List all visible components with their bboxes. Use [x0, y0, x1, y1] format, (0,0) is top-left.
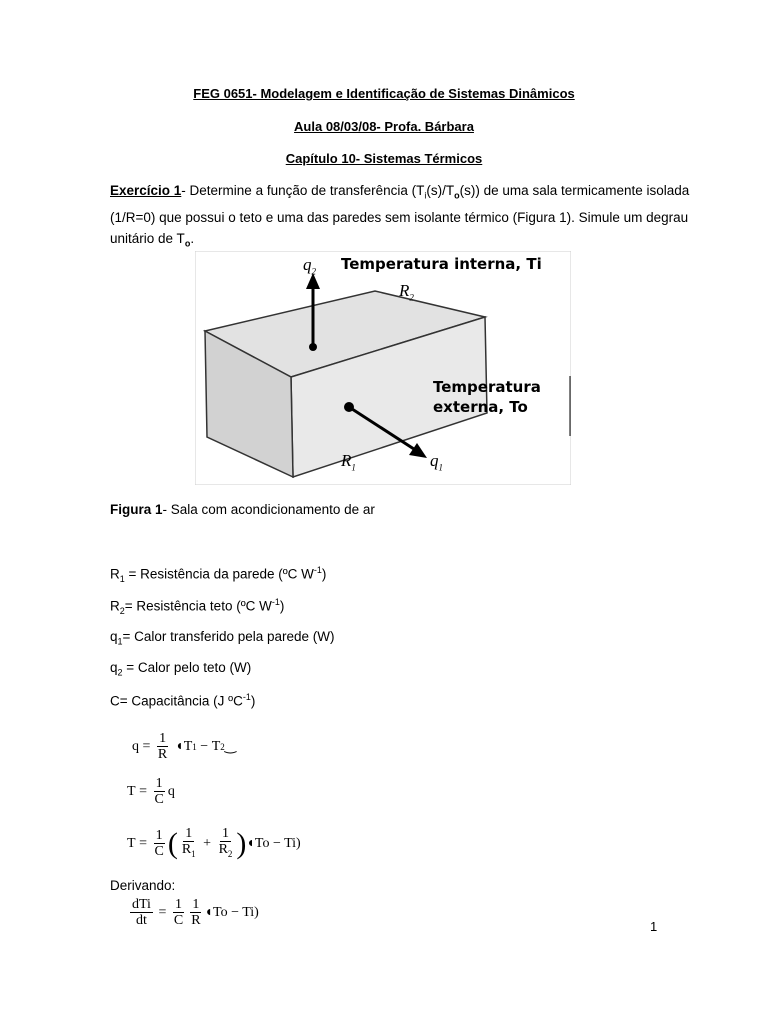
- derivando-label: Derivando:: [110, 878, 176, 893]
- exercise-label: Exercício 1: [110, 183, 182, 198]
- exercise-paragraph: Exercício 1- Determine a função de transferência $(T_i(s)/T_o(s))$ de uma sala termicamente isolada (1/R=0) que possui o teto e uma das paredes sem isolante térmico (Figura 1). Simule um degrau unitário de $T_o$.: [110, 183, 690, 249]
- internal-temperature-label: Temperatura interna, Ti: [341, 255, 542, 273]
- q1-label: $q_1$: [430, 451, 443, 473]
- page-number: 1: [650, 919, 658, 934]
- r1-label: $R_1$: [341, 451, 356, 473]
- document-title: FEG 0651- Modelagem e Identificação de Sistemas Dinâmicos: [193, 86, 575, 101]
- definition-q2: $q_2$ = Calor pelo teto (W): [110, 660, 252, 678]
- definition-q1: $q_1=$ Calor transferido pela parede (W): [110, 629, 335, 647]
- figure-room-diagram: [195, 251, 571, 485]
- definition-r2: $R_2=$ Resistência teto (ºC $W^{-1}$): [110, 597, 285, 617]
- external-temperature-label: Temperatura externa, To: [433, 378, 541, 416]
- figure-caption: Figura 1- Sala com acondicionamento de ar: [110, 502, 375, 517]
- r2-label: $R_2$: [399, 281, 414, 303]
- equation-derivative: $\frac{\text{dTi}}{dt}$ = $\frac{1}{C}$ $\frac{1}{R}$ ◖ To − Ti): [132, 897, 259, 928]
- definition-c: C= Capacitância (J ºC$^{-1}$): [110, 692, 256, 709]
- room-box-illustration: [195, 251, 571, 485]
- chapter-line: Capítulo 10- Sistemas Térmicos: [285, 151, 483, 166]
- equation-heat-flow: q = $\frac{1}{R}$ ◖ T 1 − T 2 ‿: [132, 731, 237, 762]
- equation-temperature-resistances: T = $\frac{1}{C}$ ( $\frac{1}{R_1}$ + $\frac{1}{R_2}$ ) ◖ To − Ti): [127, 826, 301, 860]
- equation-temperature-capacitance: T = $\frac{1}{C}$ q: [127, 776, 175, 807]
- q2-label: $q_2$: [303, 255, 316, 277]
- lesson-line: Aula 08/03/08- Profa. Bárbara: [294, 119, 474, 134]
- definition-r1: $R_1$ = Resistência da parede (ºC $W^{-1}$): [110, 565, 327, 585]
